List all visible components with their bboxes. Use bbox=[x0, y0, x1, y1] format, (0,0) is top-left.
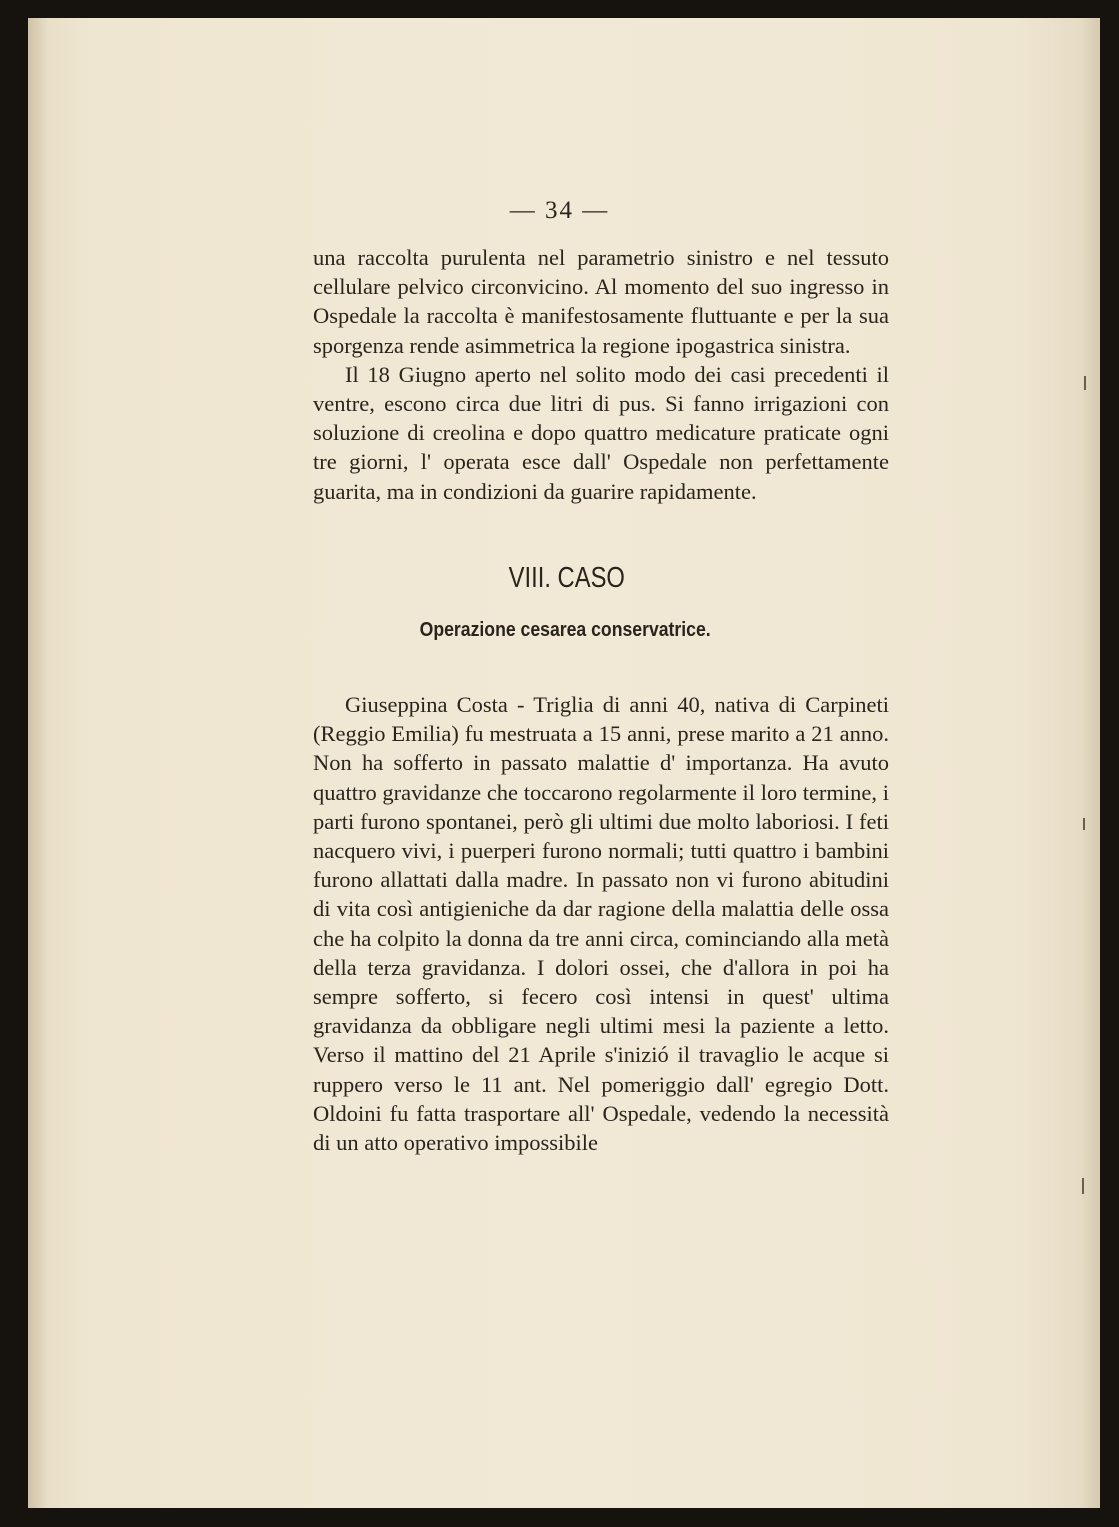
margin-mark bbox=[1084, 376, 1086, 390]
paragraph: una raccolta purulenta nel parametrio sinistro e nel tessuto cellulare pelvico circonvicino. Al momento del suo ingresso in Ospedale la raccolta è manifestosamente fluttuante e per la sua sporgenza rende asimmetrica la regione ipogastrica sinistra. bbox=[313, 245, 889, 358]
paragraph: Giuseppina Costa - Triglia di anni 40, nativa di Carpineti (Reggio Emilia) fu mestruata a 15 anni, prese marito a 21 anno. Non ha sofferto in passato malattie d' importanza. Ha avuto quattro gravidanze che toccarono regolarmente il loro termine, i parti furono spontanei, però gli ultimi due molto laboriosi. I feti nacquero vivi, i puerperi furono normali; tutti quattro i bambini furono allattati dalla madre. In passato non vi furono abitudini di vita così antigieniche da dar ragione della malattia delle ossa che ha colpito la donna da tre anni circa, cominciando alla metà della terza gravidanza. I dolori ossei, che d'allora in poi ha sempre sofferto, si fecero così intensi in quest' ultima gravidanza da obbligare negli ultimi mesi la paziente a letto. Verso il mattino del 21 Aprile s'inizió il travaglio le acque si ruppero verso le 11 ant. Nel pomeriggio dall' egregio Dott. Oldoini fu fatta trasportare all' Ospedale, vedendo la necessità di un atto operativo impossibile bbox=[313, 692, 889, 1156]
margin-mark bbox=[1083, 818, 1085, 830]
page-edge-right bbox=[1080, 18, 1100, 1508]
paragraph: Il 18 Giugno aperto nel solito modo dei casi precedenti il ventre, escono circa due litri di pus. Si fanno irrigazioni con soluzione di creolina e dopo quattro medicature praticate ogni tre giorni, l' operata esce dall' Ospedale non perfettamente guarita, ma in condizioni da guarire rapidamente. bbox=[313, 361, 889, 504]
case-text bbox=[313, 690, 889, 1157]
page-edge-left bbox=[28, 18, 48, 1508]
page-number: — 34 — bbox=[509, 197, 610, 224]
case-subtitle: Operazione cesarea conservatrice. bbox=[419, 618, 711, 641]
case-title: VIII. CASO bbox=[508, 562, 625, 594]
margin-mark bbox=[1082, 1178, 1084, 1194]
opening-text bbox=[313, 243, 889, 506]
